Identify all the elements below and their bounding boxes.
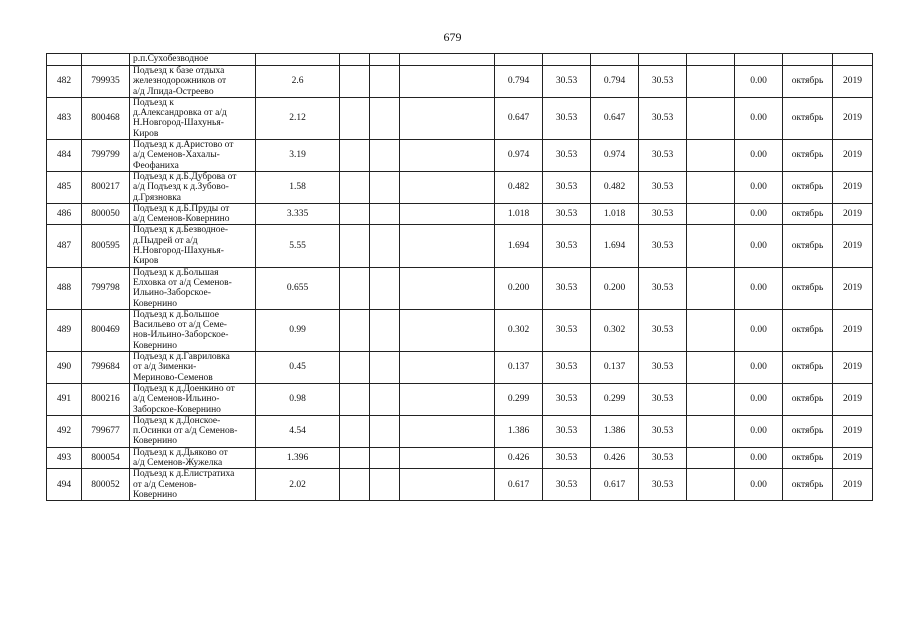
cell-month: октябрь	[783, 383, 833, 415]
cell-road-id: 800469	[82, 309, 130, 351]
cell-empty	[370, 383, 400, 415]
cell-empty	[370, 97, 400, 139]
cell-empty	[687, 54, 735, 66]
cell-row-number: 489	[47, 309, 82, 351]
cell-empty	[370, 415, 400, 447]
cell-length: 2.02	[256, 469, 340, 501]
cell-empty	[340, 469, 370, 501]
cell-length: 0.45	[256, 352, 340, 384]
cell-empty	[400, 352, 495, 384]
cell-road-id: 800216	[82, 383, 130, 415]
cell-length: 2.12	[256, 97, 340, 139]
cell-value-1: 0.794	[495, 66, 543, 98]
cell-road-id: 799684	[82, 352, 130, 384]
cell-road-name: Подъезд к д.Доенкино от а/д Семенов-Ильино- Заборское-Ковернино	[130, 383, 256, 415]
cell-value-5: 0.00	[735, 140, 783, 172]
cell-empty	[687, 383, 735, 415]
cell-empty	[400, 383, 495, 415]
cell-length: 3.335	[256, 203, 340, 225]
cell-empty	[340, 415, 370, 447]
cell-value-4: 30.53	[639, 225, 687, 267]
cell-value-5: 0.00	[735, 469, 783, 501]
cell-value-4: 30.53	[639, 267, 687, 309]
cell-empty	[400, 171, 495, 203]
cell-value-3: 1.694	[591, 225, 639, 267]
table-body	[47, 54, 873, 501]
cell-empty	[687, 97, 735, 139]
cell-value-2: 30.53	[543, 415, 591, 447]
cell-value-1: 0.647	[495, 97, 543, 139]
cell-empty	[639, 54, 687, 66]
cell-length: 0.99	[256, 309, 340, 351]
cell-value-4: 30.53	[639, 140, 687, 172]
cell-road-id: 799799	[82, 140, 130, 172]
cell-empty	[687, 171, 735, 203]
cell-empty	[340, 140, 370, 172]
cell-value-5: 0.00	[735, 66, 783, 98]
cell-row-number: 485	[47, 171, 82, 203]
cell-value-4: 30.53	[639, 309, 687, 351]
cell-value-4: 30.53	[639, 352, 687, 384]
cell-empty	[82, 54, 130, 66]
cell-row-number: 488	[47, 267, 82, 309]
cell-empty	[687, 469, 735, 501]
cell-value-3: 0.299	[591, 383, 639, 415]
cell-road-id: 800054	[82, 447, 130, 469]
cell-month: октябрь	[783, 140, 833, 172]
cell-road-name: Подъезд к д.Большое Васильево от а/д Семе- нов-Ильино-Заборское- Ковернино	[130, 309, 256, 351]
cell-empty	[687, 203, 735, 225]
cell-value-1: 0.302	[495, 309, 543, 351]
cell-year: 2019	[833, 309, 873, 351]
cell-empty	[400, 267, 495, 309]
cell-value-1: 1.386	[495, 415, 543, 447]
cell-empty	[687, 267, 735, 309]
cell-month: октябрь	[783, 415, 833, 447]
cell-empty	[400, 97, 495, 139]
cell-empty	[340, 383, 370, 415]
cell-year: 2019	[833, 447, 873, 469]
cell-empty	[687, 66, 735, 98]
cell-year: 2019	[833, 225, 873, 267]
table-row	[47, 225, 873, 267]
cell-empty	[340, 447, 370, 469]
cell-value-2: 30.53	[543, 267, 591, 309]
cell-road-name: Подъезд к д.Дьяково от а/д Семенов-Жужелка	[130, 447, 256, 469]
cell-month: октябрь	[783, 267, 833, 309]
cell-value-1: 0.974	[495, 140, 543, 172]
table-row	[47, 171, 873, 203]
cell-empty	[47, 54, 82, 66]
cell-row-number: 492	[47, 415, 82, 447]
cell-road-id: 799677	[82, 415, 130, 447]
cell-empty	[370, 66, 400, 98]
cell-year: 2019	[833, 352, 873, 384]
cell-road-id: 799935	[82, 66, 130, 98]
cell-empty	[400, 225, 495, 267]
table-row	[47, 203, 873, 225]
cell-empty	[833, 54, 873, 66]
cell-road-name: Подъезд к базе отдыха железнодорожников от а/д Лпида-Остреево	[130, 66, 256, 98]
cell-month: октябрь	[783, 309, 833, 351]
cell-value-2: 30.53	[543, 140, 591, 172]
cell-value-3: 0.137	[591, 352, 639, 384]
cell-value-2: 30.53	[543, 225, 591, 267]
table-row	[47, 383, 873, 415]
cell-value-3: 1.018	[591, 203, 639, 225]
cell-value-4: 30.53	[639, 447, 687, 469]
cell-road-id: 800050	[82, 203, 130, 225]
cell-row-number: 484	[47, 140, 82, 172]
cell-value-4: 30.53	[639, 203, 687, 225]
cell-value-5: 0.00	[735, 203, 783, 225]
page-number: 679	[443, 30, 462, 44]
cell-row-number: 490	[47, 352, 82, 384]
cell-row-number: 482	[47, 66, 82, 98]
cell-empty	[340, 171, 370, 203]
cell-empty	[340, 66, 370, 98]
cell-value-5: 0.00	[735, 267, 783, 309]
cell-empty	[687, 415, 735, 447]
cell-value-5: 0.00	[735, 309, 783, 351]
table-row	[47, 66, 873, 98]
cell-empty	[400, 140, 495, 172]
cell-length: 1.58	[256, 171, 340, 203]
cell-road-name: Подъезд к д.Аристово от а/д Семенов-Хахалы- Феофаниха	[130, 140, 256, 172]
cell-value-2: 30.53	[543, 309, 591, 351]
cell-row-number: 486	[47, 203, 82, 225]
cell-value-2: 30.53	[543, 469, 591, 501]
cell-year: 2019	[833, 415, 873, 447]
cell-empty	[370, 309, 400, 351]
cell-value-2: 30.53	[543, 447, 591, 469]
cell-empty	[400, 469, 495, 501]
cell-month: октябрь	[783, 447, 833, 469]
cell-value-4: 30.53	[639, 415, 687, 447]
cell-month: октябрь	[783, 352, 833, 384]
cell-empty	[340, 352, 370, 384]
cell-road-name: Подъезд к д.Гавриловка от а/д Зименки- Мериново-Семенов	[130, 352, 256, 384]
cell-road-id: 799798	[82, 267, 130, 309]
cell-value-2: 30.53	[543, 203, 591, 225]
cell-road-id: 800595	[82, 225, 130, 267]
cell-year: 2019	[833, 383, 873, 415]
cell-empty	[400, 66, 495, 98]
cell-length: 2.6	[256, 66, 340, 98]
cell-value-3: 0.974	[591, 140, 639, 172]
cell-value-2: 30.53	[543, 171, 591, 203]
cell-value-3: 0.302	[591, 309, 639, 351]
cell-row-number: 493	[47, 447, 82, 469]
continuation-row	[47, 54, 873, 66]
cell-value-4: 30.53	[639, 97, 687, 139]
cell-road-id: 800052	[82, 469, 130, 501]
cell-road-name: р.п.Сухобезводное	[130, 54, 256, 66]
cell-empty	[687, 225, 735, 267]
cell-row-number: 491	[47, 383, 82, 415]
cell-empty	[687, 352, 735, 384]
cell-empty	[783, 54, 833, 66]
cell-value-1: 0.299	[495, 383, 543, 415]
cell-month: октябрь	[783, 97, 833, 139]
cell-value-4: 30.53	[639, 171, 687, 203]
cell-value-5: 0.00	[735, 447, 783, 469]
cell-value-1: 0.426	[495, 447, 543, 469]
cell-value-5: 0.00	[735, 415, 783, 447]
cell-month: октябрь	[783, 225, 833, 267]
cell-value-5: 0.00	[735, 352, 783, 384]
cell-month: октябрь	[783, 66, 833, 98]
road-data-table	[46, 53, 873, 501]
cell-value-3: 0.200	[591, 267, 639, 309]
cell-empty	[591, 54, 639, 66]
table-row	[47, 447, 873, 469]
cell-value-1: 1.018	[495, 203, 543, 225]
cell-value-4: 30.53	[639, 383, 687, 415]
cell-empty	[370, 171, 400, 203]
cell-month: октябрь	[783, 203, 833, 225]
cell-value-2: 30.53	[543, 66, 591, 98]
cell-empty	[495, 54, 543, 66]
cell-value-4: 30.53	[639, 469, 687, 501]
cell-empty	[340, 54, 370, 66]
cell-year: 2019	[833, 97, 873, 139]
cell-road-name: Подъезд к д.Донское- п.Осинки от а/д Семенов- Ковернино	[130, 415, 256, 447]
cell-length: 4.54	[256, 415, 340, 447]
cell-empty	[687, 447, 735, 469]
cell-empty	[370, 140, 400, 172]
cell-road-name: Подъезд к д.Александровка от а/д Н.Новгород-Шахунья- Киров	[130, 97, 256, 139]
cell-road-id: 800217	[82, 171, 130, 203]
cell-length: 1.396	[256, 447, 340, 469]
cell-empty	[735, 54, 783, 66]
cell-row-number: 494	[47, 469, 82, 501]
cell-value-5: 0.00	[735, 171, 783, 203]
cell-value-3: 0.426	[591, 447, 639, 469]
cell-row-number: 487	[47, 225, 82, 267]
cell-length: 3.19	[256, 140, 340, 172]
cell-empty	[400, 447, 495, 469]
table-row	[47, 309, 873, 351]
cell-value-1: 0.617	[495, 469, 543, 501]
cell-empty	[340, 203, 370, 225]
cell-empty	[400, 54, 495, 66]
cell-empty	[340, 225, 370, 267]
cell-value-1: 0.482	[495, 171, 543, 203]
cell-empty	[370, 267, 400, 309]
cell-value-5: 0.00	[735, 225, 783, 267]
cell-month: октябрь	[783, 469, 833, 501]
cell-empty	[340, 309, 370, 351]
cell-empty	[687, 309, 735, 351]
cell-value-2: 30.53	[543, 383, 591, 415]
cell-empty	[400, 415, 495, 447]
cell-value-3: 0.647	[591, 97, 639, 139]
cell-empty	[400, 309, 495, 351]
cell-empty	[370, 447, 400, 469]
cell-value-4: 30.53	[639, 66, 687, 98]
cell-empty	[256, 54, 340, 66]
cell-length: 0.655	[256, 267, 340, 309]
cell-year: 2019	[833, 140, 873, 172]
cell-road-name: Подъезд к д.Большая Елховка от а/д Семенов- Ильино-Заборское- Ковернино	[130, 267, 256, 309]
cell-empty	[400, 203, 495, 225]
cell-length: 5.55	[256, 225, 340, 267]
table-row	[47, 415, 873, 447]
cell-empty	[543, 54, 591, 66]
table-row	[47, 97, 873, 139]
cell-value-1: 1.694	[495, 225, 543, 267]
cell-row-number: 483	[47, 97, 82, 139]
cell-road-id: 800468	[82, 97, 130, 139]
cell-empty	[340, 267, 370, 309]
table-row	[47, 267, 873, 309]
cell-year: 2019	[833, 66, 873, 98]
cell-year: 2019	[833, 203, 873, 225]
cell-empty	[370, 225, 400, 267]
cell-value-3: 0.617	[591, 469, 639, 501]
cell-road-name: Подъезд к д.Елистратиха от а/д Семенов- Ковернино	[130, 469, 256, 501]
cell-value-1: 0.137	[495, 352, 543, 384]
cell-year: 2019	[833, 267, 873, 309]
cell-value-3: 0.482	[591, 171, 639, 203]
cell-value-5: 0.00	[735, 383, 783, 415]
cell-road-name: Подъезд к д.Б.Пруды от а/д Семенов-Ковернино	[130, 203, 256, 225]
cell-length: 0.98	[256, 383, 340, 415]
cell-empty	[370, 469, 400, 501]
cell-value-3: 1.386	[591, 415, 639, 447]
cell-empty	[687, 140, 735, 172]
cell-value-5: 0.00	[735, 97, 783, 139]
cell-road-name: Подъезд к д.Безводное- д.Пыдрей от а/д Н.Новгород-Шахунья- Киров	[130, 225, 256, 267]
cell-value-3: 0.794	[591, 66, 639, 98]
cell-value-2: 30.53	[543, 352, 591, 384]
cell-month: октябрь	[783, 171, 833, 203]
cell-empty	[370, 203, 400, 225]
cell-value-2: 30.53	[543, 97, 591, 139]
cell-year: 2019	[833, 171, 873, 203]
cell-empty	[340, 97, 370, 139]
table-row	[47, 352, 873, 384]
table-row	[47, 469, 873, 501]
cell-value-1: 0.200	[495, 267, 543, 309]
cell-empty	[370, 54, 400, 66]
cell-year: 2019	[833, 469, 873, 501]
cell-road-name: Подъезд к д.Б.Дуброва от а/д Подъезд к д.Зубово- д.Грязновка	[130, 171, 256, 203]
table-row	[47, 140, 873, 172]
cell-empty	[370, 352, 400, 384]
